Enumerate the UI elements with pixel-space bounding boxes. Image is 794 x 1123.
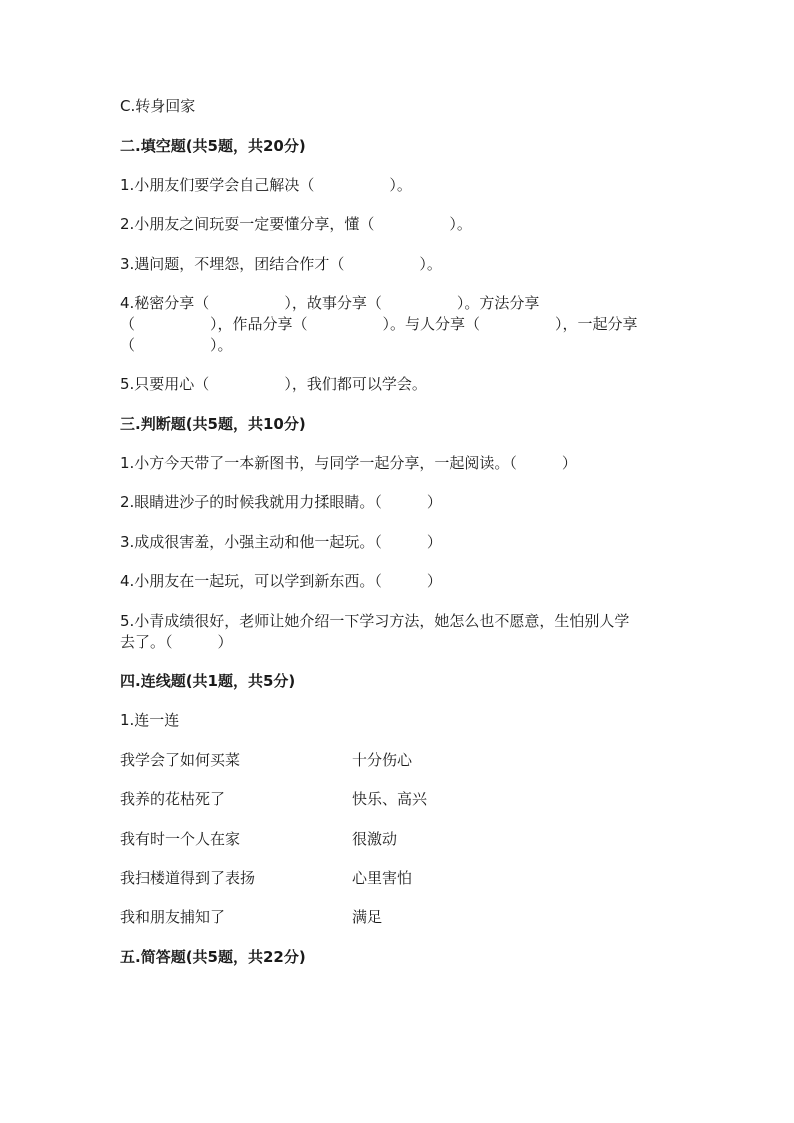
true-false-question-5-line-2: 去了。（ ） <box>120 633 233 651</box>
option-c: C.转身回家 <box>120 97 196 115</box>
match-right-item: 很激动 <box>352 830 398 848</box>
match-left-item: 我扫楼道得到了表扬 <box>120 869 256 887</box>
section-heading-true-false: 三.判断题(共5题，共10分) <box>120 415 306 433</box>
fill-blank-question-1: 1.小朋友们要学会自己解决（ ）。 <box>120 176 412 194</box>
true-false-question-5-line-1: 5.小青成绩很好，老师让她介绍一下学习方法，她怎么也不愿意，生怕别人学 <box>120 612 630 630</box>
matching-question-1: 1.连一连 <box>120 711 180 729</box>
match-right-item: 快乐、高兴 <box>352 790 428 808</box>
true-false-question-4: 4.小朋友在一起玩，可以学到新东西。（ ） <box>120 572 442 590</box>
fill-blank-question-4-line-3: （ ）。 <box>120 336 233 354</box>
section-heading-matching: 四.连线题(共1题，共5分) <box>120 672 296 690</box>
match-left-item: 我养的花枯死了 <box>120 790 226 808</box>
fill-blank-question-5: 5.只要用心（ ），我们都可以学会。 <box>120 375 427 393</box>
match-left-item: 我和朋友捕知了 <box>120 908 226 926</box>
match-left-item: 我有时一个人在家 <box>120 830 241 848</box>
match-right-item: 满足 <box>352 908 383 926</box>
match-right-item: 十分伤心 <box>352 751 413 769</box>
match-left-item: 我学会了如何买菜 <box>120 751 241 769</box>
fill-blank-question-3: 3.遇问题，不埋怨，团结合作才（ ）。 <box>120 255 442 273</box>
section-heading-short-answer: 五.简答题(共5题，共22分) <box>120 948 306 966</box>
fill-blank-question-4-line-2: （ ），作品分享（ ）。与人分享（ ），一起分享 <box>120 315 638 333</box>
section-heading-fill-blank: 二.填空题(共5题，共20分) <box>120 137 306 155</box>
match-right-item: 心里害怕 <box>352 869 413 887</box>
fill-blank-question-4-line-1: 4.秘密分享（ ），故事分享（ ）。方法分享 <box>120 294 540 312</box>
true-false-question-3: 3.成成很害羞，小强主动和他一起玩。（ ） <box>120 533 442 551</box>
true-false-question-2: 2.眼睛进沙子的时候我就用力揉眼睛。（ ） <box>120 493 442 511</box>
true-false-question-1: 1.小方今天带了一本新图书，与同学一起分享，一起阅读。（ ） <box>120 454 577 472</box>
fill-blank-question-2: 2.小朋友之间玩耍一定要懂分享，懂（ ）。 <box>120 215 472 233</box>
